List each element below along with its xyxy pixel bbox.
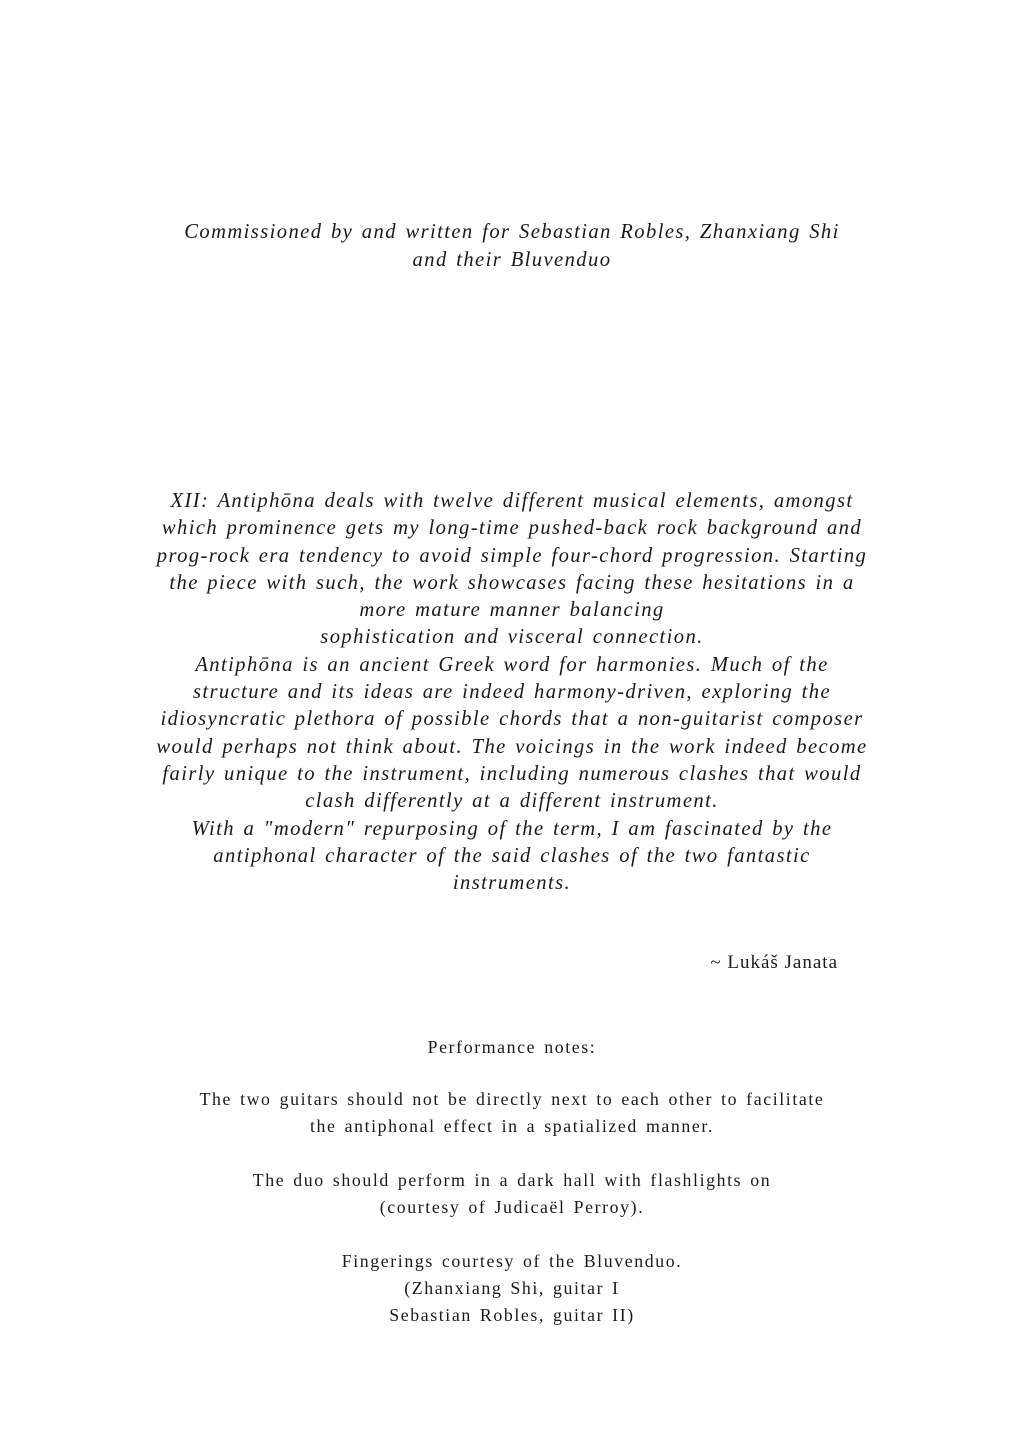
program-note-line: prog-rock era tendency to avoid simple four-chord progression. Starting: [156, 544, 868, 567]
performance-note-line: The two guitars should not be directly next to each other to facilitate: [199, 1089, 825, 1109]
performance-note-fingerings: [0, 1248, 1024, 1329]
program-note-line: more mature manner balancing: [359, 599, 665, 622]
performance-note-spacing: [0, 1086, 1024, 1140]
program-note: [0, 488, 1024, 897]
program-note-line: structure and its ideas are indeed harmony-driven, exploring the: [192, 681, 832, 704]
program-note-line: sophistication and visceral connection.: [320, 626, 704, 649]
performance-note-line: (Zhanxiang Shi, guitar I: [404, 1278, 620, 1298]
performance-note-line: Sebastian Robles, guitar II): [389, 1305, 635, 1325]
program-note-line: Antiphōna is an ancient Greek word for harmonies. Much of the: [195, 653, 829, 676]
performance-notes-heading-text: Performance notes:: [427, 1037, 597, 1057]
dedication-line: Commissioned by and written for Sebastian Robles, Zhanxiang Shi: [184, 221, 840, 243]
program-note-line: clash differently at a different instrument.: [305, 790, 719, 813]
program-note-line: XII: Antiphōna deals with twelve different musical elements, amongst: [170, 490, 854, 512]
performance-note-line: the antiphonal effect in a spatialized manner.: [309, 1116, 714, 1136]
program-note-line: idiosyncratic plethora of possible chords that a non-guitarist composer: [160, 708, 864, 731]
program-note-line: With a "modern" repurposing of the term, I am fascinated by the: [191, 817, 833, 840]
performance-note-line: The duo should perform in a dark hall with flashlights on: [252, 1170, 772, 1190]
program-note-line: the piece with such, the work showcases facing these hesitations in a: [169, 571, 855, 594]
program-note-line: which prominence gets my long-time pushed-back rock background and: [161, 517, 863, 540]
program-note-line: instruments.: [452, 872, 572, 895]
program-note-line: antiphonal character of the said clashes of the two fantastic: [213, 844, 811, 867]
dedication-line: and their Bluvenduo: [412, 249, 612, 271]
program-note-line: would perhaps not think about. The voicings in the work indeed become: [156, 735, 868, 758]
performance-note-line: (courtesy of Judicaël Perroy).: [379, 1197, 645, 1217]
performance-note-lighting: [0, 1167, 1024, 1221]
performance-note-line: Fingerings courtesy of the Bluvenduo.: [341, 1251, 683, 1271]
composer-signature: ~ Lukáš Janata: [710, 952, 838, 973]
dedication: [0, 218, 1024, 274]
performance-notes-heading: [0, 1034, 1024, 1061]
program-note-line: fairly unique to the instrument, including numerous clashes that would: [162, 762, 862, 785]
